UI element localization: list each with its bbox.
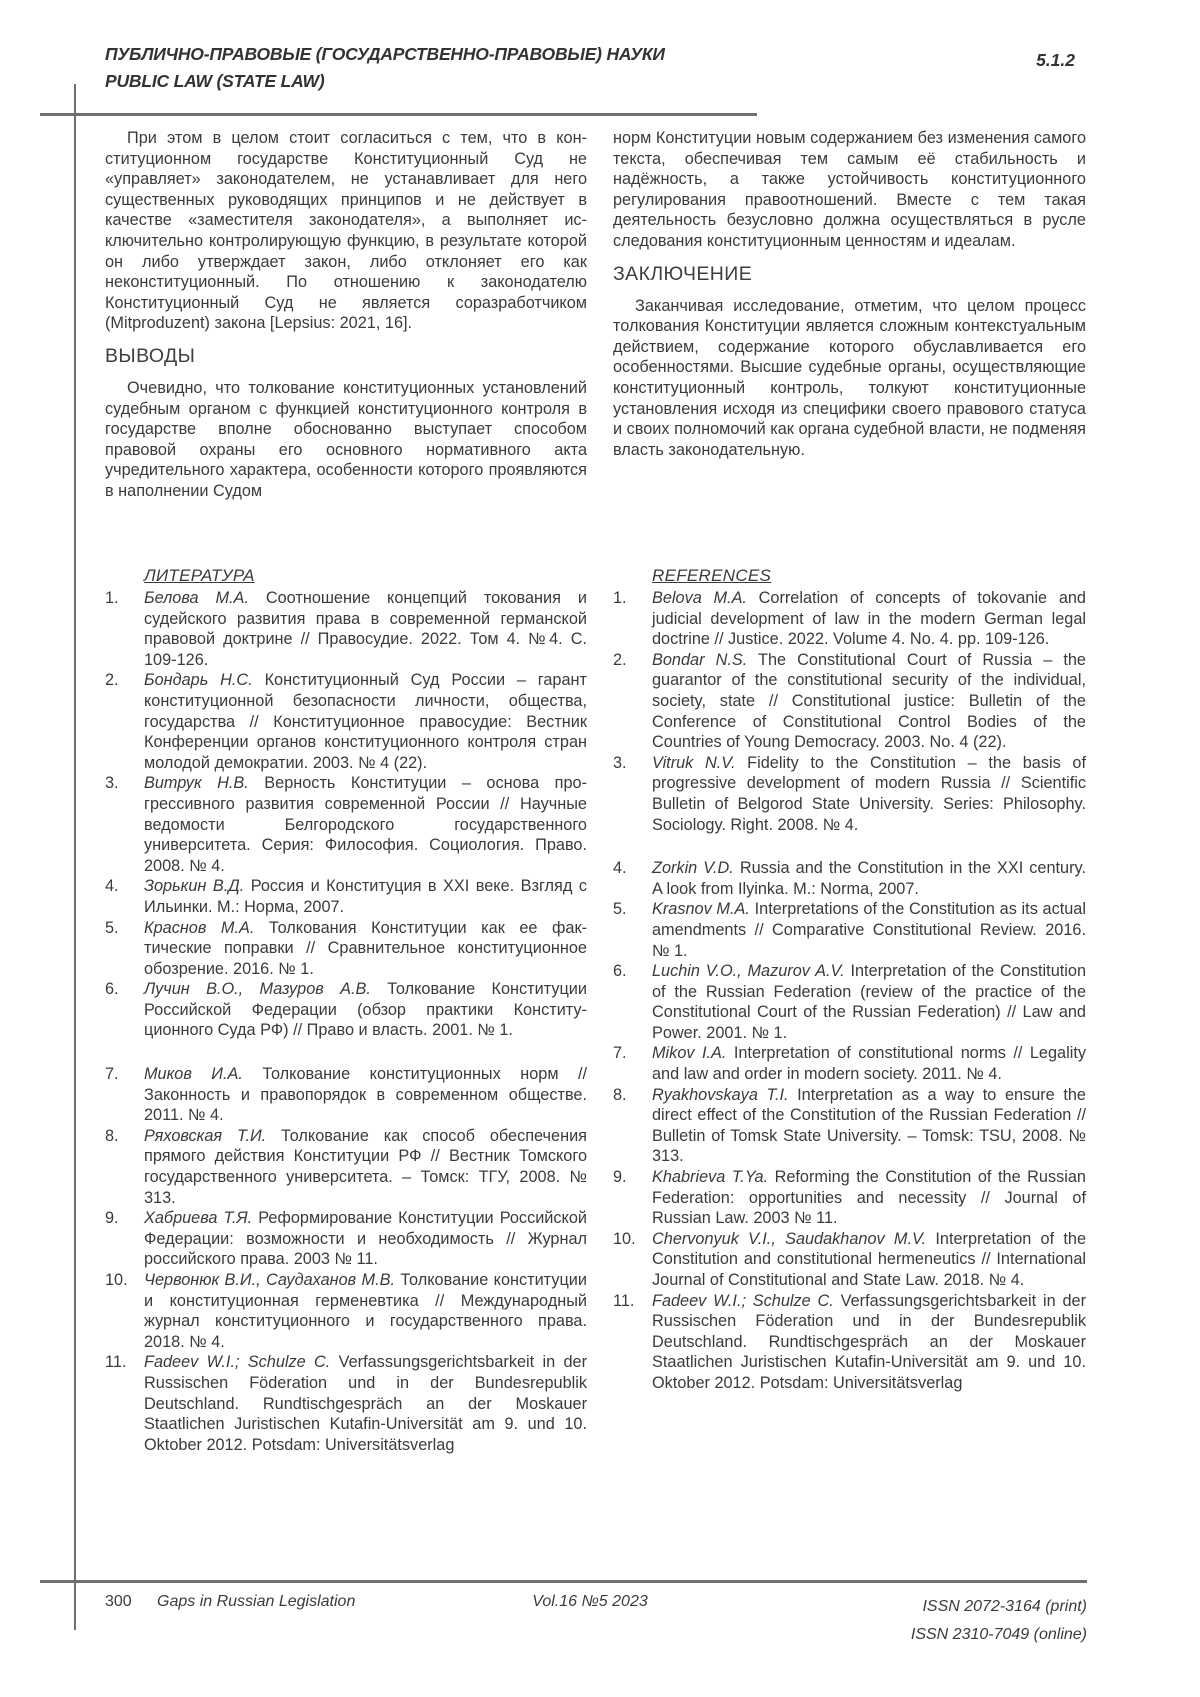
reference-author: Белова М.А. (144, 589, 249, 607)
reference-text (652, 1167, 1086, 1229)
reference-item (613, 650, 1086, 753)
reference-author: Chervonyuk V.I., Saudakhanov M.V. (652, 1229, 927, 1248)
footer-rule (40, 1580, 1087, 1583)
issn-print: ISSN 2072-3164 (print) (922, 1598, 1087, 1615)
reference-number: 11. (105, 1353, 127, 1372)
literature-section (105, 565, 587, 1455)
reference-author: Краснов М.А. (144, 918, 255, 937)
reference-item (105, 773, 587, 876)
reference-author: Mikov I.A. (652, 1044, 727, 1063)
header-rule (40, 113, 757, 116)
reference-item (105, 876, 587, 917)
header-rubric-en: PUBLIC LAW (STATE LAW) (105, 71, 325, 91)
reference-citation: The Constitutional Court of Russia – the guarantor of the constitutional security of the individual, society, state // Constitutional justice: Bulletin of the Conference of Constitutional Control Bodies of the Countries of Young Democracy. 2003. No. 4 (22). (652, 650, 1086, 752)
reference-item (613, 1229, 1086, 1291)
page-header (105, 41, 865, 95)
reference-item (613, 961, 1086, 1043)
reference-item (613, 753, 1086, 835)
left-margin-rule (74, 84, 76, 1630)
reference-number: 10. (613, 1229, 636, 1248)
reference-number: 2. (613, 650, 627, 669)
reference-item (613, 1167, 1086, 1229)
reference-number: 5. (613, 900, 627, 919)
reference-item (613, 588, 1086, 650)
reference-number: 2. (105, 671, 119, 690)
reference-item (105, 588, 587, 670)
reference-number: 3. (613, 753, 627, 772)
reference-text (144, 1208, 587, 1270)
reference-citation: Толкование Конституции Российской Федерации (обзор практики Конституционного Суда РФ) // Право и власть. 2001. № 1. (144, 980, 587, 1040)
reference-citation: Interpretation of the Constitution and constitutional hermeneutics // International Journal of Constitutional and State Law. 2018. № 4. (652, 1229, 1086, 1289)
references-list (613, 588, 1086, 1394)
reference-item (105, 979, 587, 1041)
reference-author: Belova M.A. (652, 589, 747, 607)
reference-citation: Reforming the Constitution of the Russian Federation: opportunities and necessity // Journal of Russian Law. 2003 № 11. (652, 1168, 1086, 1228)
reference-author: Vitruk N.V. (652, 753, 736, 772)
reference-number: 9. (105, 1209, 119, 1228)
reference-author: Zorkin V.D. (652, 859, 734, 878)
reference-citation: Interpretation as a way to ensure the direct effect of the Constitution of the Russian Federation // Bulletin of Tomsk State University. – Tomsk: TSU, 2008. № 313. (652, 1085, 1086, 1166)
references-section (613, 565, 1086, 1394)
reference-item (613, 899, 1086, 961)
reference-author: Fadeev W.I.; Schulze C. (144, 1353, 331, 1372)
reference-text (652, 899, 1086, 961)
reference-text (144, 1270, 587, 1352)
reference-text (144, 773, 587, 876)
reference-citation: Interpretations of the Constitution as its actual amendments // Comparative Constitutional Review. 2016. № 1. (652, 900, 1086, 960)
reference-text (652, 1291, 1086, 1394)
reference-text (652, 858, 1086, 899)
reference-author: Зорькин В.Д. (144, 877, 245, 896)
reference-number: 6. (613, 962, 627, 981)
reference-citation: Interpretation of the Constitution of the Russian Federation (review of the practice of the Constitutional Court of the Russian Federation) // Law and Power. 2001. № 1. (652, 962, 1086, 1042)
reference-author: Витрук Н.В. (144, 774, 249, 793)
reference-text (652, 1085, 1086, 1167)
reference-item (613, 1085, 1086, 1167)
reference-item (105, 1270, 587, 1352)
heading-zaklyuchenie: ЗАКЛЮЧЕНИЕ (613, 262, 753, 285)
header-rubric-ru: ПУБЛИЧНО-ПРАВОВЫЕ (ГОСУДАРСТВЕННО-ПРАВОВЫЕ) НАУКИ (105, 44, 665, 64)
reference-author: Червонюк В.И., Саудаханов М.В. (144, 1271, 395, 1289)
reference-text (652, 588, 1086, 650)
reference-text (144, 1064, 587, 1126)
reference-number: 8. (613, 1085, 627, 1104)
reference-text (652, 961, 1086, 1043)
reference-text (144, 1352, 587, 1455)
reference-number: 3. (105, 774, 119, 793)
reference-citation: Fidelity to the Constitution – the basis of progressive development of modern Russia // Scientific Bulletin of Belgorod State University. Series: Philosophy. Sociology. Right. 2008. № 4. (652, 753, 1086, 834)
reference-item (105, 1064, 587, 1126)
literature-list (105, 588, 587, 1455)
reference-citation: Конституционный Суд России – гарант конституционной безопасности личности, общества, государства // Конституционное правосудие: Вестник Конференции органов конституционного контроля стран молодой демократии. 2003. № 4 (22). (144, 671, 587, 772)
reference-text (144, 979, 587, 1041)
reference-citation: Россия и Конституция в XXI веке. Взгляд с Ильинки. М.: Норма, 2007. (144, 877, 587, 916)
reference-number: 10. (105, 1271, 128, 1289)
reference-number: 9. (613, 1168, 627, 1187)
reference-citation: Interpretation of constitutional norms // Legality and law and order in modern society. 2011. № 4. (652, 1044, 1086, 1084)
reference-author: Хабриева Т.Я. (144, 1209, 253, 1228)
reference-citation: Толкование конституции и конституционная герменевтика // Международный журнал конституционного и государственного права. 2018. № 4. (144, 1271, 587, 1351)
reference-text (144, 876, 587, 917)
heading-vyvody: ВЫВОДЫ (105, 344, 196, 367)
reference-number: 1. (613, 589, 627, 607)
reference-author: Лучин В.О., Мазуров А.В. (144, 980, 371, 999)
reference-author: Luchin V.O., Mazurov A.V. (652, 962, 845, 981)
left-paragraph-2: Очевидно, что толкование конституционных установлений судебным органом с функцией конституционного контроля в государстве вполне обоснованно выступает способом правовой охраны его основного нормативного акта учредительного характера, особенности которого проявляются в наполнении Судом (105, 378, 587, 500)
volume-issue: Vol.16 №5 2023 (532, 1593, 648, 1610)
left-paragraph-1: При этом в целом стоит согласиться с тем, что в конституционном государстве Конституционный Суд не «управляет» законодателем, не устанавливает для него существенных руководящих принципов и не действует в качестве «заместителя законодателя», а выполняет исключительно контролирующую функцию, в результате которой он либо утверждает закон, либо отклоняет его как неконституционный. По отношению к законодателю Конституционный Суд не является соразработчиком (Mitproduzent) закона [Lepsius: 2021, 16]. (105, 129, 587, 333)
reference-author: Khabrieva T.Ya. (652, 1168, 769, 1187)
reference-citation: Толкование как способ обеспечения прямого действия Конституции РФ // Вестник Томского государственного университета. – Томск: ТГУ, 2008. № 313. (144, 1126, 587, 1207)
reference-author: Bondar N.S. (652, 650, 748, 669)
reference-number: 11. (613, 1291, 635, 1310)
journal-title: Gaps in Russian Legislation (157, 1593, 356, 1610)
reference-item (105, 670, 587, 773)
column-right (613, 128, 1086, 1392)
reference-item (105, 1352, 587, 1455)
reference-item (613, 1043, 1086, 1084)
references-heading: REFERENCES (652, 566, 772, 585)
reference-citation: Russia and the Constitution in the XXI century. A look from Ilyinka. M.: Norma, 2007. (652, 859, 1086, 898)
reference-item (105, 1208, 587, 1270)
page-number: 300 (105, 1593, 132, 1610)
reference-text (144, 588, 587, 670)
reference-author: Миков И.А. (144, 1065, 243, 1084)
reference-citation: Толкования Конституции как ее фактические поправки // Сравнительное конституционное обозрение. 2016. № 1. (144, 918, 588, 978)
reference-text (652, 1229, 1086, 1291)
reference-text (652, 1043, 1086, 1084)
reference-author: Fadeev W.I.; Schulze C. (652, 1291, 834, 1310)
reference-text (144, 1126, 587, 1208)
right-paragraph-2: Заканчивая исследование, отметим, что целом процесс толкования Конституции является сложным контекстуальным действием, содержание которого обуславливается его особенностями. Высшие судебные органы, осуществляющие конституционный контроль, толкуют конституционные установления исходя из специфики своего правового статуса и своих полномочий как органа судебной власти, не подменяя власть законодательную. (613, 296, 1086, 459)
issn-block (911, 1593, 1087, 1649)
reference-text (144, 670, 587, 773)
reference-citation: Correlation of concepts of tokovanie and judicial development of law in the modern German legal doctrine // Justice. 2022. Volume 4. No. 4. pp. 109-126. (652, 589, 1086, 649)
reference-text (652, 753, 1086, 835)
reference-citation: Толкование конституционных норм // Законность и правопорядок в современном обществе. 2011. № 4. (144, 1065, 587, 1125)
right-paragraph-1: норм Конституции новым содержанием без изменения самого текста, обеспечивая тем самым её стабильность и надёжность, а также устойчивость конституционного регулирования правоотношений. Вместе с тем такая деятельность безусловно должна осуществляться в русле следования конституционным ценностям и идеалам. (613, 129, 1086, 250)
reference-number: 7. (105, 1065, 119, 1084)
reference-item (105, 918, 587, 980)
reference-number: 4. (613, 859, 627, 878)
reference-number: 7. (613, 1044, 627, 1063)
reference-item (613, 858, 1086, 899)
reference-text (652, 650, 1086, 753)
reference-item (613, 1291, 1086, 1394)
reference-author: Ryakhovskaya T.I. (652, 1085, 789, 1104)
reference-item (105, 1126, 587, 1208)
reference-number: 6. (105, 980, 119, 999)
reference-citation: Верность Конституции – основа прогрессивного развития современной России // Научные ведомости Белгородского государственного университета. Серия: Философия. Социология. Право. 2008. № 4. (144, 774, 588, 875)
reference-author: Ряховская Т.И. (144, 1126, 267, 1145)
issn-online: ISSN 2310-7049 (online) (910, 1626, 1087, 1643)
reference-citation: Реформирование Конституции Российской Федерации: возможности и необходимость // Журнал российского права. 2003 № 11. (144, 1209, 587, 1269)
column-left (105, 128, 588, 1454)
reference-citation: Verfassungsgerichtsbarkeit in der Russischen Föderation und in der Bundesrepublik Deutschland. Rundtischgespräch an der Moskauer Staatlichen Juristischen Kutafin-Universität am 9. und 10. Oktober 2012. Potsdam: Universitätsverlag (652, 1291, 1086, 1392)
reference-number: 5. (105, 918, 119, 937)
reference-author: Бондарь Н.С. (144, 671, 253, 690)
reference-citation: Соотношение концепций токования и судейского развития права в современной германской правовой доктрине // Правосудие. 2022. Том 4. №4. С. 109-126. (144, 589, 587, 669)
reference-citation: Verfassungsgerichtsbarkeit in der Russischen Föderation und in der Bundesrepublik Deutschland. Rundtischgespräch an der Moskauer Staatlichen Juristischen Kutafin-Universität am 9. und 10. Oktober 2012. Potsdam: Universitätsverlag (144, 1353, 587, 1454)
reference-number: 8. (105, 1126, 119, 1145)
reference-number: 4. (105, 877, 119, 896)
reference-number: 1. (105, 589, 119, 607)
reference-author: Krasnov M.A. (652, 900, 750, 919)
section-code: 5.1.2 (1036, 50, 1075, 70)
literature-heading: ЛИТЕРАТУРА (144, 566, 255, 585)
reference-text (144, 918, 587, 980)
